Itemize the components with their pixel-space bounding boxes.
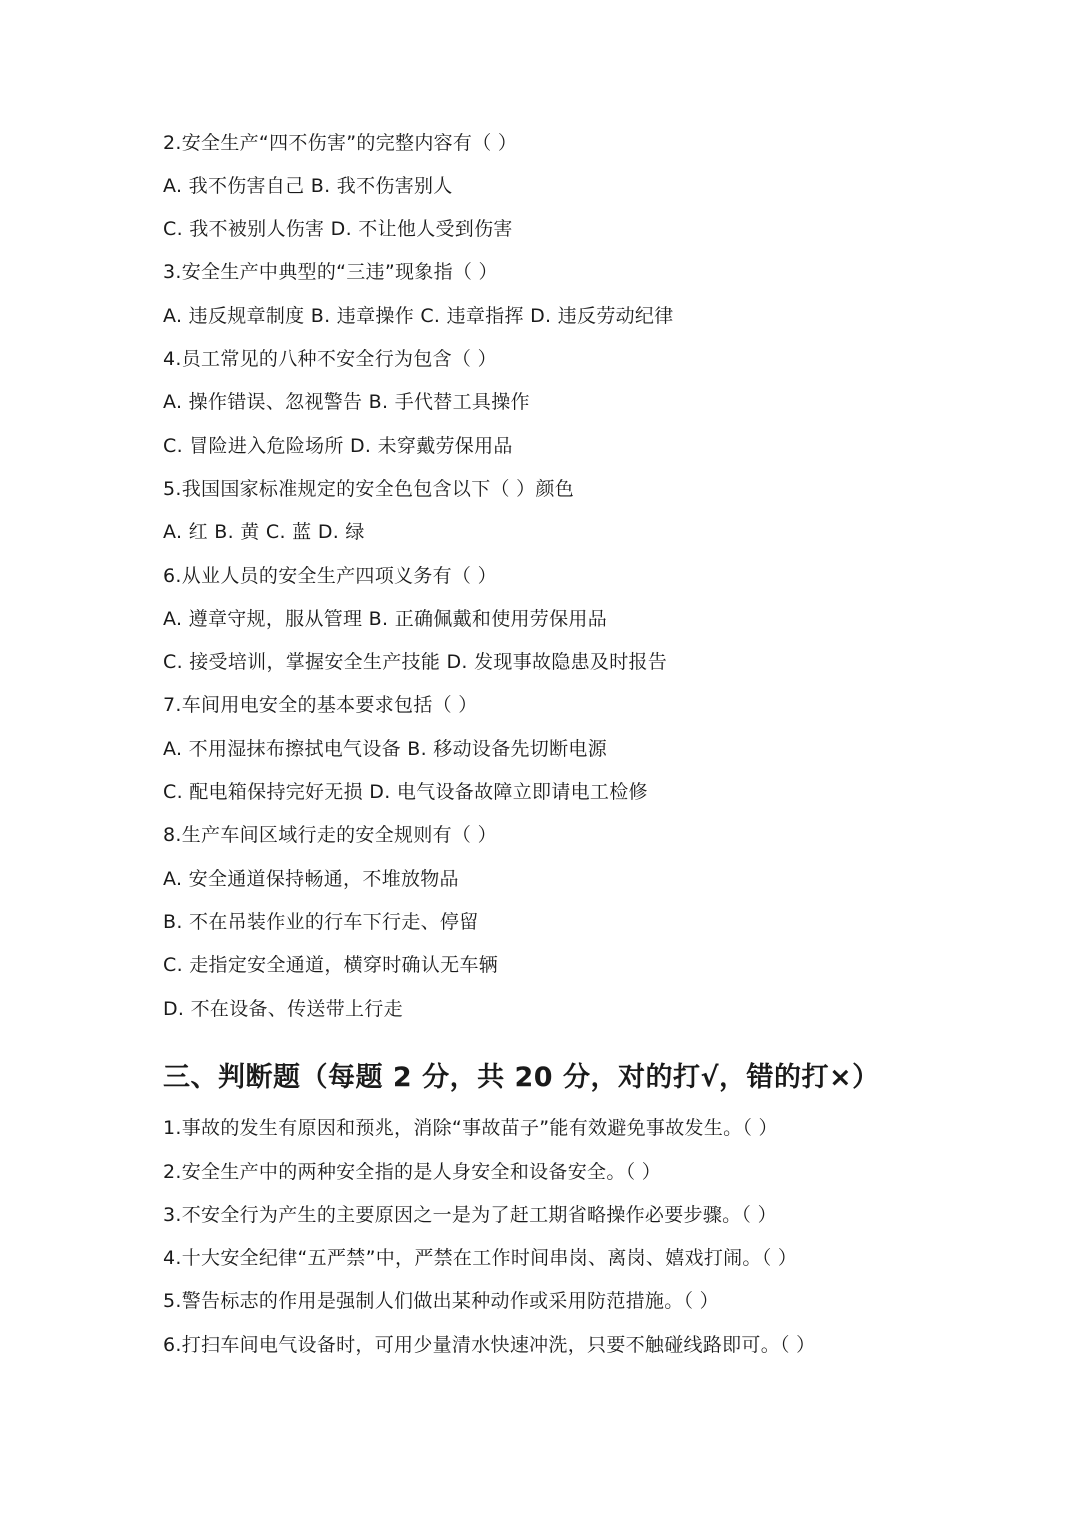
question-7-options-ab: A. 不用湿抹布擦拭电气设备 B. 移动设备先切断电源 [163, 738, 607, 760]
question-2-options-ab: A. 我不伤害自己 B. 我不伤害别人 [163, 175, 453, 197]
tf-question-4: 4.十大安全纪律“五严禁”中，严禁在工作时间串岗、离岗、嬉戏打闹。（ ） [163, 1247, 798, 1269]
question-6: 6.从业人员的安全生产四项义务有（ ） [163, 565, 497, 587]
question-3: 3.安全生产中典型的“三违”现象指（ ） [163, 261, 498, 283]
question-8: 8.生产车间区域行走的安全规则有（ ） [163, 824, 497, 846]
question-7-options-cd: C. 配电箱保持完好无损 D. 电气设备故障立即请电工检修 [163, 781, 648, 803]
question-6-options-cd: C. 接受培训，掌握安全生产技能 D. 发现事故隐患及时报告 [163, 651, 668, 673]
section-heading-true-false: 三、判断题（每题 2 分，共 20 分，对的打√，错的打×） [163, 1062, 880, 1093]
tf-question-5: 5.警告标志的作用是强制人们做出某种动作或采用防范措施。（ ） [163, 1290, 719, 1312]
tf-question-2: 2.安全生产中的两种安全指的是人身安全和设备安全。（ ） [163, 1161, 662, 1183]
question-2: 2.安全生产“四不伤害”的完整内容有（ ） [163, 132, 518, 154]
question-8-option-c: C. 走指定安全通道，横穿时确认无车辆 [163, 954, 499, 976]
question-7: 7.车间用电安全的基本要求包括（ ） [163, 694, 478, 716]
question-4: 4.员工常见的八种不安全行为包含（ ） [163, 348, 497, 370]
question-2-options-cd: C. 我不被别人伤害 D. 不让他人受到伤害 [163, 218, 513, 240]
tf-question-3: 3.不安全行为产生的主要原因之一是为了赶工期省略操作必要步骤。（ ） [163, 1204, 777, 1226]
question-4-options-ab: A. 操作错误、忽视警告 B. 手代替工具操作 [163, 391, 530, 413]
tf-question-1: 1.事故的发生有原因和预兆，消除“事故苗子”能有效避免事故发生。（ ） [163, 1117, 778, 1139]
question-5-options: A. 红 B. 黄 C. 蓝 D. 绿 [163, 521, 365, 543]
question-4-options-cd: C. 冒险进入危险场所 D. 未穿戴劳保用品 [163, 435, 513, 457]
tf-question-6: 6.打扫车间电气设备时，可用少量清水快速冲洗，只要不触碰线路即可。（ ） [163, 1334, 816, 1356]
question-6-options-ab: A. 遵章守规，服从管理 B. 正确佩戴和使用劳保用品 [163, 608, 607, 630]
question-8-option-b: B. 不在吊装作业的行车下行走、停留 [163, 911, 479, 933]
question-8-option-d: D. 不在设备、传送带上行走 [163, 998, 403, 1020]
question-5: 5.我国国家标准规定的安全色包含以下（ ）颜色 [163, 478, 575, 500]
question-8-option-a: A. 安全通道保持畅通，不堆放物品 [163, 868, 459, 890]
question-3-options: A. 违反规章制度 B. 违章操作 C. 违章指挥 D. 违反劳动纪律 [163, 305, 674, 327]
